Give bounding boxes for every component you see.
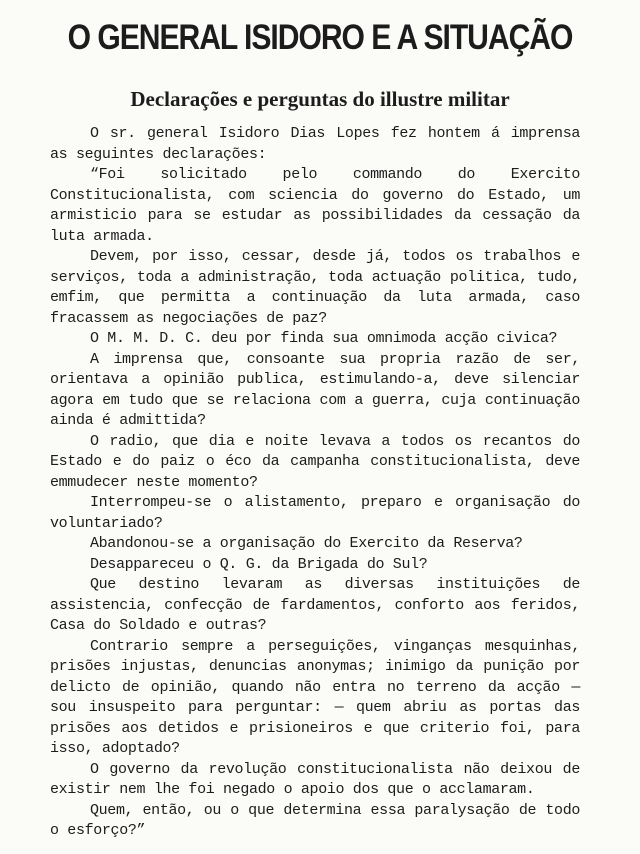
paragraph: Desappareceu o Q. G. da Brigada do Sul? <box>90 555 428 573</box>
article-body <box>50 124 580 842</box>
paragraph: Abandonou-se a organisação do Exercito da Reserva? <box>90 535 523 552</box>
paragraph: A imprensa que, consoante sua propria razão de ser, orientava a opinião publica, estimulando-a, deve silenciar agora em tudo que se relaciona com a guerra, cuja continuação ainda é admittida? <box>50 350 580 429</box>
paragraph: O governo da revolução constitucionalista não deixou de existir nem lhe foi negado o apoio dos que o acclamaram. <box>50 760 580 798</box>
headline: O GENERAL ISIDORO E A SITUAÇÃO <box>67 18 573 57</box>
paragraph: O sr. general Isidoro Dias Lopes fez hontem á imprensa as seguintes declarações: <box>50 125 580 163</box>
paragraph: Devem, por isso, cessar, desde já, todos os trabalhos e serviços, toda a administração, toda actuação politica, tudo, emfim, que permitta a continuação da luta armada, caso fracassem as negociações de paz? <box>50 248 580 327</box>
paragraph: “Foi solicitado pelo commando do Exercito Constitucionalista, com sciencia do governo do Estado, um armisticio para se estudar as possibilidades da cessação da luta armada. <box>50 166 580 245</box>
subheading: Declarações e perguntas do illustre militar <box>130 87 510 111</box>
paragraph: Que destino levaram as diversas instituições de assistencia, confecção de fardamentos, conforto aos feridos, Casa do Soldado e outras? <box>50 576 580 634</box>
paragraph: Interrompeu-se o alistamento, preparo e organisação do voluntariado? <box>50 494 580 532</box>
paragraph: O M. M. D. C. deu por finda sua omnimoda acção civica? <box>90 330 558 347</box>
paragraph: O radio, que dia e noite levava a todos os recantos do Estado e do paiz o éco da campanha constitucionalista, deve emmudecer neste momento? <box>50 432 580 491</box>
paragraph: Quem, então, ou o que determina essa paralysação de todo o esforço?” <box>50 801 580 839</box>
paragraph: Contrario sempre a perseguições, vinganças mesquinhas, prisões injustas, denuncias anonymas; inimigo da punição por delicto de opinião, quando não entra no terreno da acção — sou insuspeito para perguntar: — quem abriu as portas das prisões aos detidos e prisioneiros e que criterio foi, para isso, adoptado? <box>50 637 580 757</box>
